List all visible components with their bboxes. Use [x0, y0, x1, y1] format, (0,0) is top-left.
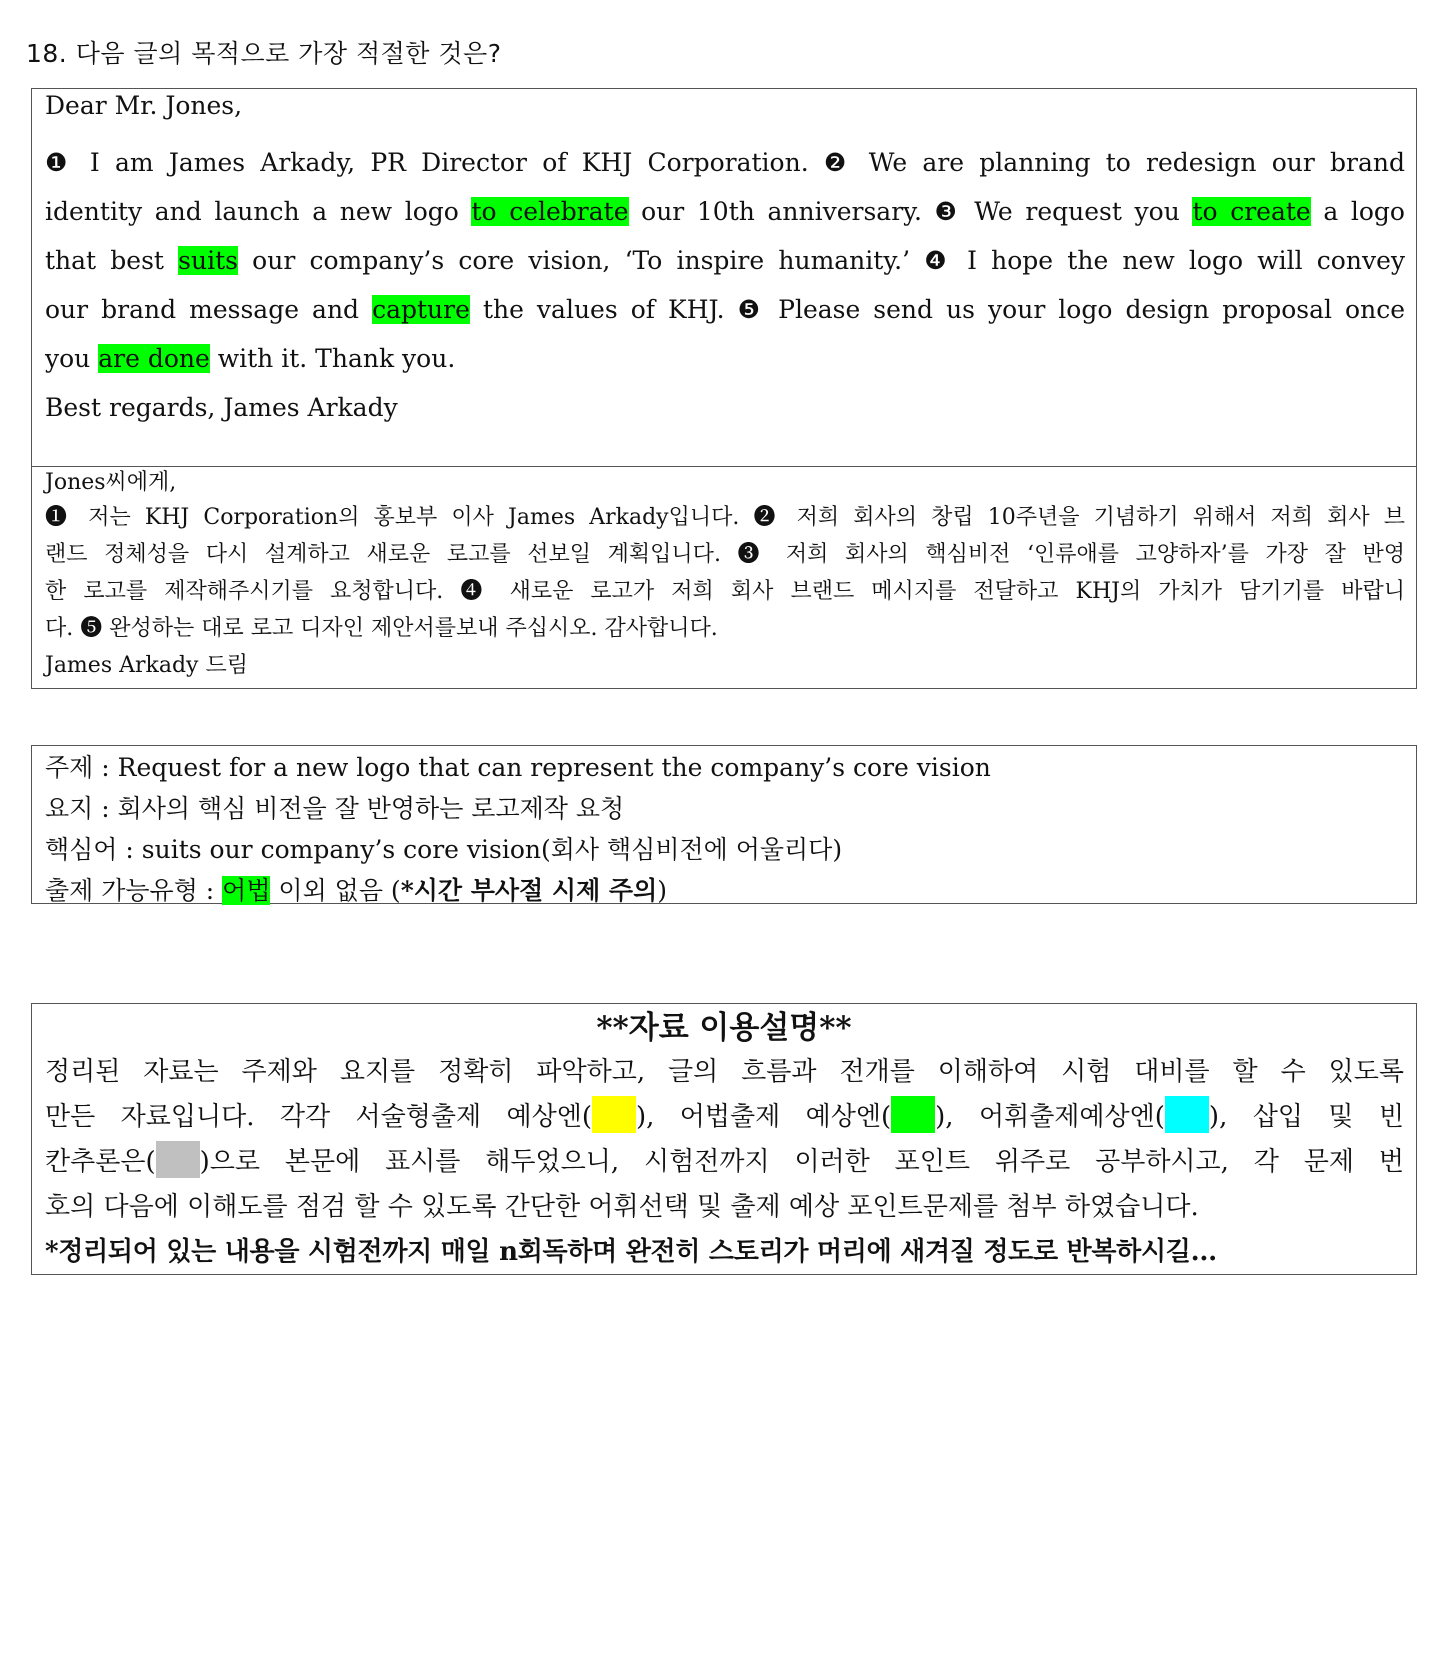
text-span: you: [45, 344, 99, 373]
guide-line-4: 호의 다음에 이해도를 점검 할 수 있도록 간단한 어휘선택 및 출제 예상 포인트문제를 첨부 하였습니다.: [45, 1192, 1199, 1222]
letter-box: [31, 88, 1417, 689]
text-span: our brand message and: [45, 295, 373, 324]
translation-line-1: ❶ 저는 KHJ Corporation의 홍보부 이사 James Arkady입니다. ❷ 저희 회사의 창립 10주년을 기념하기 위해서 저희 회사 브: [45, 505, 1405, 530]
translation-line-3: 한 로고를 제작해주시기를 요청합니다. ❹ 새로운 로고가 저희 회사 브랜드 메시지를 전달하고 KHJ의 가치가 담기기를 바랍니: [45, 579, 1405, 604]
text-span: our 10th anniversary. ❸ We request you: [628, 197, 1193, 226]
grammar-highlight: 어법: [222, 876, 271, 905]
translation-line-4: 다. ❺ 완성하는 대로 로고 디자인 제안서를보내 주십시오. 감사합니다.: [45, 616, 718, 641]
letter-english: [32, 89, 1416, 467]
text-span: that best: [45, 246, 179, 275]
letter-closing: Best regards, James Arkady: [45, 393, 398, 422]
translation-greeting: Jones씨에게,: [45, 470, 177, 495]
grammar-color-swatch: [891, 1096, 935, 1133]
summary-question-type: [32, 870, 1416, 911]
letter-line-5: [45, 334, 1405, 383]
guide-line-5: *정리되어 있는 내용을 시험전까지 매일 n회독하며 완전히 스토리가 머리에 새겨질 정도로 반복하시길...: [45, 1237, 1217, 1267]
letter-greeting: Dear Mr. Jones,: [45, 91, 243, 120]
guide-line-1: 정리된 자료는 주제와 요지를 정확히 파악하고, 글의 흐름과 전개를 이해하여 시험 대비를 할 수 있도록: [45, 1057, 1404, 1087]
text-span: 출제 가능유형 :: [45, 876, 223, 905]
essay-color-swatch: [592, 1096, 636, 1133]
summary-box: [31, 745, 1417, 904]
guide-line-2: [32, 1095, 1416, 1140]
text-span: 칸추론은(: [45, 1147, 156, 1177]
translation-line-2: 랜드 정체성을 다시 설계하고 새로운 로고를 선보일 계획입니다. ❸ 저희 회사의 핵심비전 ‘인류애를 고양하자’를 가장 잘 반영: [45, 542, 1405, 567]
guide-line-3: [32, 1140, 1416, 1185]
text-span: ), 삽입 및 빈: [1208, 1102, 1404, 1132]
text-span: with it. Thank you.: [209, 344, 456, 373]
grammar-highlight: to create: [1192, 197, 1311, 226]
grammar-highlight: are done: [98, 344, 210, 373]
grammar-highlight: suits: [178, 246, 238, 275]
text-span: a logo: [1310, 197, 1405, 226]
letter-korean: [32, 467, 1416, 684]
text-span: ): [657, 876, 667, 905]
text-span: 만든 자료입니다. 각각 서술형출제 예상엔(: [45, 1102, 592, 1132]
tense-note: *시간 부사절 시제 주의: [400, 876, 658, 905]
summary-gist: 요지 : 회사의 핵심 비전을 잘 반영하는 로고제작 요청: [45, 794, 625, 823]
letter-line-1: ❶ I am James Arkady, PR Director of KHJ Corporation. ❷ We are planning to redesign our brand: [45, 148, 1405, 177]
summary-topic: 주제 : Request for a new logo that can represent the company’s core vision: [45, 753, 991, 782]
text-span: ), 어휘출제예상엔(: [935, 1102, 1165, 1132]
guide-box: [31, 1003, 1417, 1275]
translation-closing: James Arkady 드림: [45, 653, 248, 678]
grammar-highlight: to celebrate: [471, 197, 629, 226]
text-span: the values of KHJ. ❺ Please send us your logo design proposal once: [469, 295, 1405, 324]
guide-title: **자료 이용설명**: [596, 1010, 852, 1046]
question-title: 18. 다음 글의 목적으로 가장 적절한 것은?: [26, 39, 502, 68]
vocab-color-swatch: [1165, 1096, 1209, 1133]
letter-line-4: [45, 285, 1405, 334]
text-span: identity and launch a new logo: [45, 197, 472, 226]
text-span: ), 어법출제 예상엔(: [635, 1102, 892, 1132]
insertion-color-swatch: [156, 1141, 200, 1178]
text-span: our company’s core vision, ‘To inspire humanity.’ ❹ I hope the new logo will convey: [237, 246, 1405, 275]
letter-line-2: [45, 187, 1405, 236]
letter-line-3: [45, 236, 1405, 285]
summary-keyword: 핵심어 : suits our company’s core vision(회사 핵심비전에 어울리다): [45, 835, 843, 864]
text-span: )으로 본문에 표시를 해두었으니, 시험전까지 이러한 포인트 위주로 공부하시고, 각 문제 번: [199, 1147, 1404, 1177]
grammar-highlight: capture: [372, 295, 470, 324]
text-span: 이외 없음 (: [270, 876, 401, 905]
